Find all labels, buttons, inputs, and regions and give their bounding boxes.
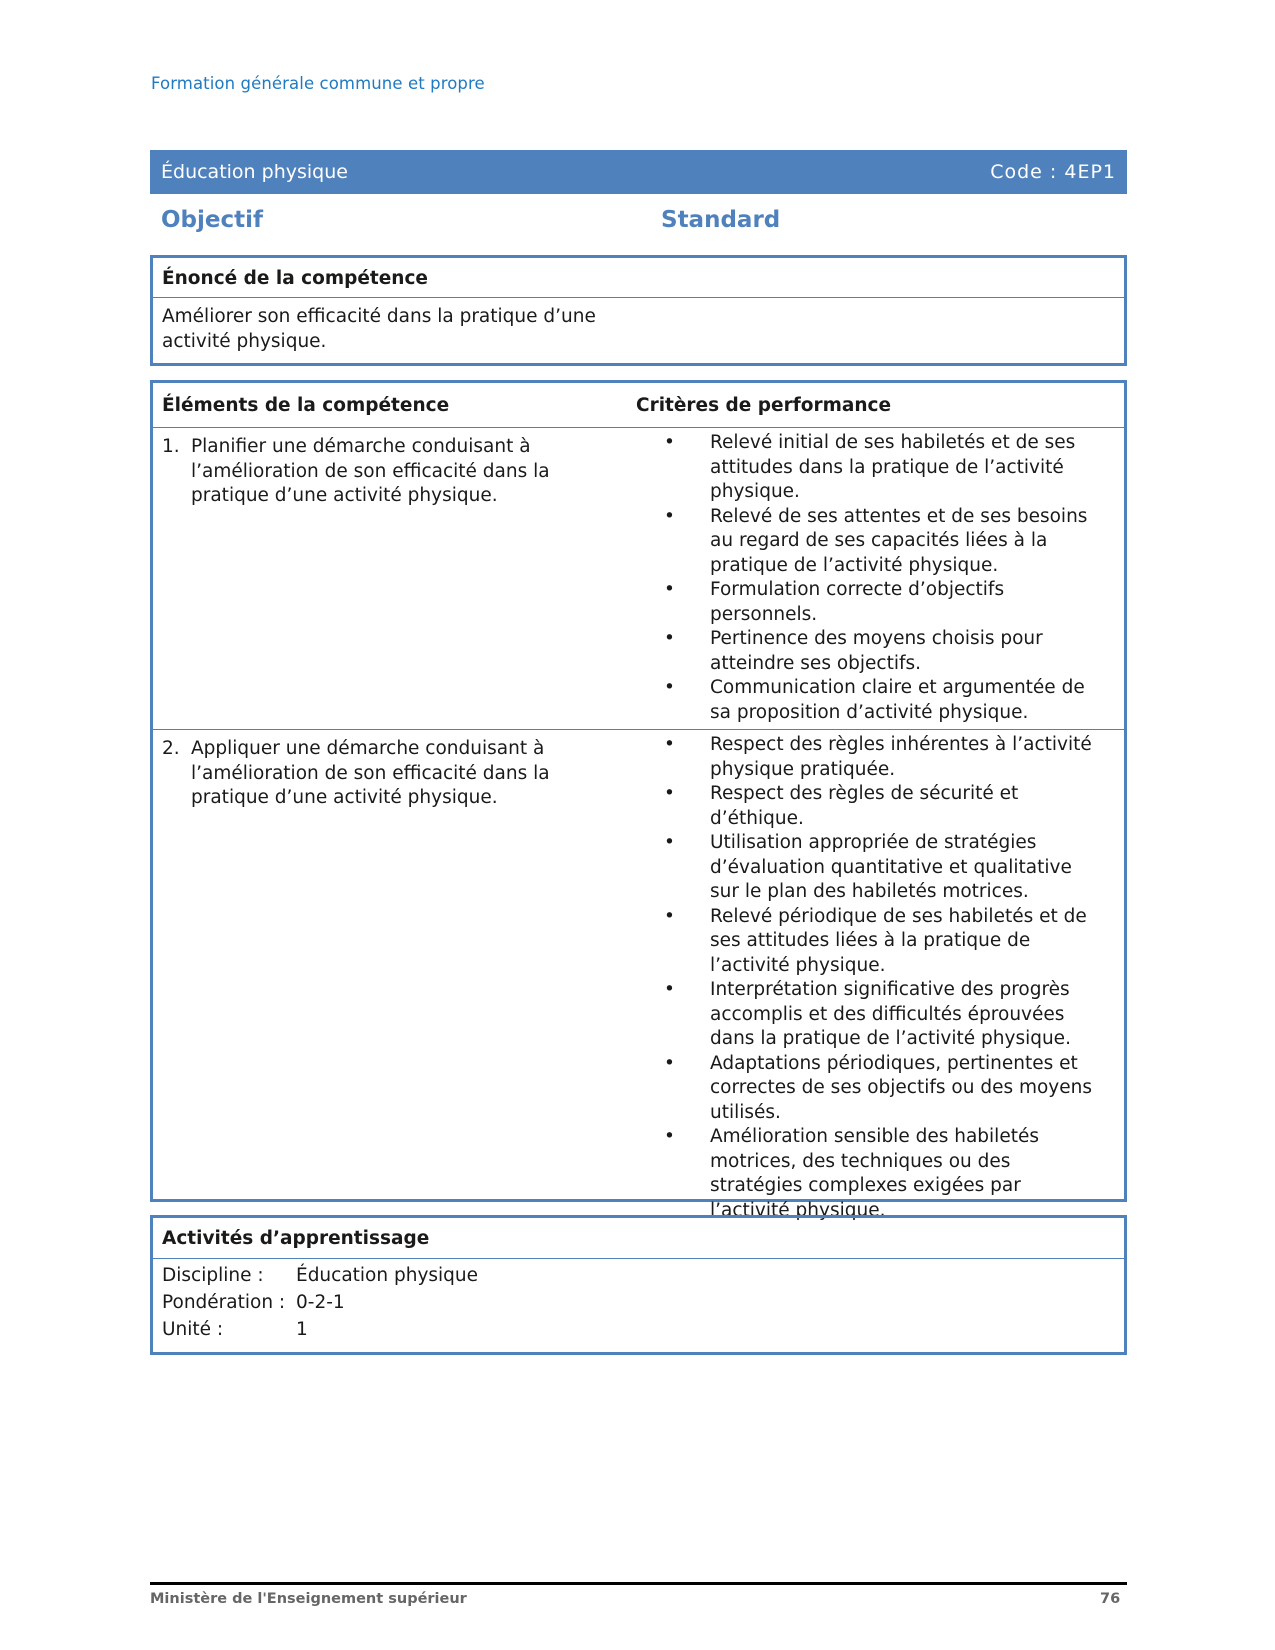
bullet-icon: • [664,1052,675,1074]
table-row [153,730,1124,1221]
criteria-cell [636,730,1124,1221]
page-number: 76 [1100,1591,1121,1607]
criterion-item [636,1125,1124,1223]
criterion-text: Communication claire et argumentée de sa proposition d’activité physique. [710,677,1085,723]
bullet-icon: • [664,979,675,1000]
criterion-item [636,505,1124,579]
standard-heading: Standard [661,207,781,233]
criterion-item [636,831,1124,905]
criterion-text: Respect des règles inhérentes à l’activité physique pratiquée. [710,734,1092,780]
criterion-item [636,627,1124,676]
criterion-item [636,978,1124,1052]
criterion-text: Interprétation significative des progrès accomplis et des difficultés éprouvées dans la pratique de l’activité physique. [710,979,1071,1049]
element-text: Planifier une démarche conduisant à l’amélioration de son efficacité dans la pratique d’une activité physique. [191,436,550,506]
bullet-icon: • [664,1126,675,1147]
footer-publisher: Ministère de l'Enseignement supérieur [150,1591,467,1607]
criterion-item [636,905,1124,979]
criterion-item [636,676,1124,725]
criteria-list [636,431,1124,725]
enonce-heading: Énoncé de la compétence [153,258,1124,298]
criterion-item [636,782,1124,831]
bullet-icon: • [664,579,675,600]
course-code: Code : 4EP1 [990,161,1116,183]
element-cell [153,428,636,729]
bullet-icon: • [664,505,675,527]
criterion-text: Relevé de ses attentes et de ses besoins au regard de ses capacités liées à la pratique de l’activité physique. [710,505,1088,576]
activites-box [150,1215,1127,1355]
competence-table [150,380,1127,1221]
activites-fields [153,1259,1124,1347]
footer-divider [150,1582,1127,1585]
criteria-cell [636,428,1124,729]
field-value: 0-2-1 [296,1292,345,1313]
criterion-text: Relevé initial de ses habiletés et de ses attitudes dans la pratique de l’activité physique. [710,432,1076,502]
bullet-icon: • [664,432,675,453]
activites-heading: Activités d’apprentissage [153,1218,1124,1259]
field-label: Discipline : [162,1265,264,1286]
criterion-item [636,1052,1124,1126]
field-ponderation [162,1289,1115,1316]
field-label: Pondération : [162,1292,286,1313]
element-number: 2. [162,738,180,759]
element-cell [153,730,636,1200]
bullet-icon: • [664,832,675,853]
criterion-text: Utilisation appropriée de stratégies d’évaluation quantitative et qualitative sur le plan des habiletés motrices. [710,832,1072,902]
field-value: 1 [296,1319,308,1340]
criterion-item [636,733,1124,782]
criterion-item [636,431,1124,505]
running-header: Formation générale commune et propre [151,74,485,93]
bullet-icon: • [664,783,675,804]
enonce-text: Améliorer son efficacité dans la pratique d’une activité physique. [162,306,596,352]
bullet-icon: • [664,905,675,927]
criterion-text: Relevé périodique de ses habiletés et de ses attitudes liées à la pratique de l’activité physique. [710,905,1087,976]
header-criteres: Critères de performance [636,394,892,416]
field-discipline [162,1262,1115,1289]
criterion-text: Formulation correcte d’objectifs personnels. [710,579,1005,625]
objectif-heading: Objectif [161,207,264,233]
criterion-text: Adaptations périodiques, pertinentes et correctes de ses objectifs ou des moyens utilisés. [710,1052,1093,1123]
table-header-row [153,383,1124,428]
course-title-bar [150,150,1127,194]
bullet-icon: • [664,734,675,755]
field-label: Unité : [162,1319,224,1340]
table-row [153,428,1124,730]
field-value: Éducation physique [296,1265,479,1286]
criterion-item [636,578,1124,627]
discipline-title: Éducation physique [161,161,348,183]
bullet-icon: • [664,677,675,698]
bullet-icon: • [664,628,675,649]
enonce-box [150,255,1127,366]
criterion-text: Pertinence des moyens choisis pour atteindre ses objectifs. [710,628,1043,674]
criterion-text: Respect des règles de sécurité et d’éthique. [710,783,1019,829]
criterion-text: Amélioration sensible des habiletés motrices, des techniques ou des stratégies complexes exigées par l’activité physique. [710,1126,1039,1221]
criteria-list [636,733,1124,1223]
element-number: 1. [162,436,180,457]
header-elements: Éléments de la compétence [162,394,450,416]
element-text: Appliquer une démarche conduisant à l’amélioration de son efficacité dans la pratique d’une activité physique. [191,738,550,808]
field-unite [162,1316,1115,1343]
